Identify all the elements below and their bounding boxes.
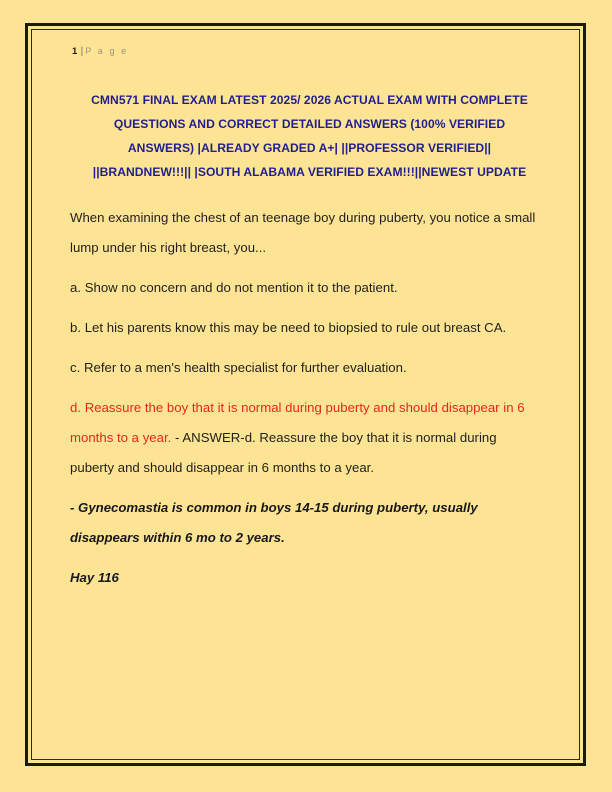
option-b: b. Let his parents know this may be need to biopsied to rule out breast CA. (70, 320, 507, 335)
option-a: a. Show no concern and do not mention it to the patient. (70, 280, 398, 295)
page-header-label: P a g e (85, 46, 129, 56)
answer-text: - ANSWER-d. Reassure the boy that it is normal during puberty and should disappear in 6 months to a year. (70, 430, 497, 475)
page-border-frame (25, 23, 586, 766)
page-inner-border (31, 29, 580, 760)
source-reference: Hay 116 (70, 570, 119, 585)
document-title: CMN571 FINAL EXAM LATEST 2025/ 2026 ACTUAL EXAM WITH COMPLETE QUESTIONS AND CORRECT DETAILED ANSWERS (100% VERIFIED ANSWERS) |ALREADY GRADED A+| ||PROFESSOR VERIFIED|| ||BRANDNEW!!!|| |SOUTH ALABAMA VERIFIED EXAM!!!||NEWEST UPDATE (91, 93, 528, 179)
page-header-separator: | (80, 45, 84, 57)
option-c: c. Refer to a men's health specialist for further evaluation. (70, 360, 407, 375)
note-spacer (70, 483, 549, 493)
page-content (32, 30, 579, 759)
exam-question: When examining the chest of an teenage boy during puberty, you notice a small lump under his right breast, you... (70, 210, 536, 255)
document-body (68, 203, 549, 593)
rationale-note: - Gynecomastia is common in boys 14-15 during puberty, usually disappears within 6 mo to 2 years. (70, 500, 478, 545)
option-d-text: d. Reassure the boy that it is normal during puberty and should disappear in 6 months to a year. (70, 400, 525, 445)
running-header (68, 40, 549, 62)
option-d-with-answer (70, 393, 542, 483)
page-number: 1 (72, 45, 78, 57)
